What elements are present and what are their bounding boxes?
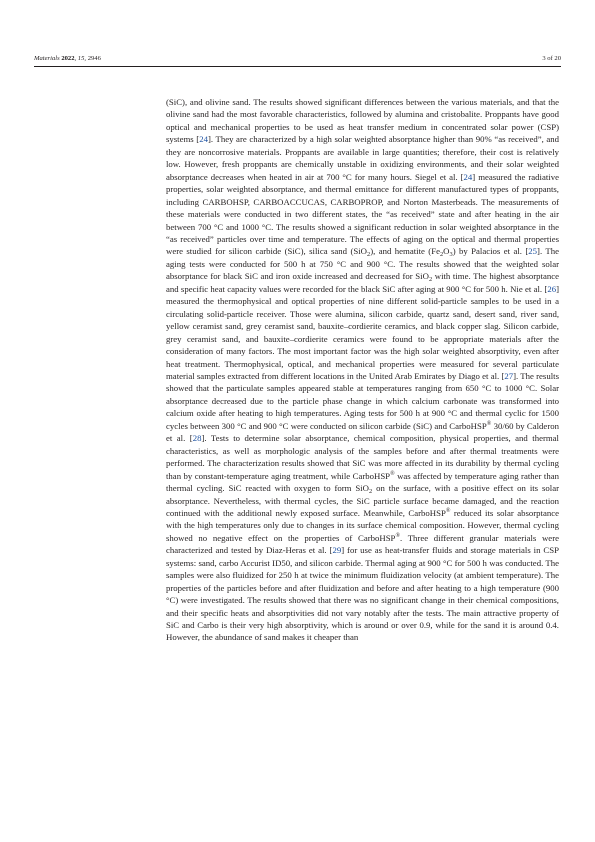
article-number: 2946 xyxy=(87,55,101,62)
text-run: ] measured the thermophysical and optical properties of nine different solid-particle samples to be used in a circulating solid-particle receiver. Those were alumina, silicon carbide, quartz sand, desert sand, river sand, yellow ceramist sand, grey ceramist sand, bauxite–cordierite ceramics, and black copper slag. Silicon carbide, grey ceramist sand, and bauxite–cordierite ceramics were found to be appropriate materials after the consideration of many factors. The most important factor was the high solar weighted absorptivity, even after heat treatment. Thermophysical, optical, and mechanical properties were measured for several particulate material samples extracted from different locations in the United Arab Emirates by Diago et al. [ xyxy=(166,283,559,381)
citation-link-27[interactable]: 27 xyxy=(504,370,514,381)
text-run: reduced its solar absorptance with the high temperatures only due to changes in its surface chemical composition. However, thermal cycling showed no negative effect on the properties of CarboHSP xyxy=(166,507,559,543)
journal-citation: Materials 2022, 15, 2946 xyxy=(34,55,101,62)
text-run: ] for use as heat-transfer fluids and storage materials in CSP systems: sand, carbo Accurist ID50, and silicon carbide. Thermal aging at 900 °C for 500 h was conducted. The samples were also fluidized for 250 h at twice the minimum fluidization velocity (at ambient temperature). The properties of the particles before and after fluidization and before and after heating to a high temperature (900 °C) were investigated. The results showed that there was no significant change in their chemical compositions, and their specific heats and absorptivities did not vary notably after the tests. The main attractive property of SiC and Carbo is their very high absorptivity, which is around or over 0.9, while for the sand it is around 0.4. However, the abundance of sand makes it cheaper than xyxy=(166,545,559,643)
registered-mark: ® xyxy=(390,471,395,478)
journal-year: 2022 xyxy=(61,55,75,62)
citation-link-24-b[interactable]: 24 xyxy=(463,171,473,182)
text-run: ]. They are characterized by a high solar weighted absorptance higher than 90% “as received”, and they are noncorrosive materials. Proppants are available in large quantities; therefore, their cost is relatively low. However, fresh proppants are chemically unstable in oxidizing environments, and their solar weighted absorptance decreases when heated in air at 700 °C for many hours. Siegel et al. [ xyxy=(166,134,560,182)
text-run: (SiC), and olivine sand. The results showed significant differences between the various materials, and that the olivine sand had the most favorable characteristics, followed by alumina and cristobalite. Proppants have good optical and mechanical properties to be used as heat transfer medium in concentrated solar power (CSP) systems [ xyxy=(166,97,559,145)
registered-mark: ® xyxy=(486,421,492,428)
subscript: 2 xyxy=(439,251,444,259)
text-run: ) by Palacios et al. [ xyxy=(452,246,529,257)
text-run: ), and hematite (Fe xyxy=(370,246,440,257)
journal-volume: 15 xyxy=(77,55,85,62)
text-run: ]. The results showed that the particulate samples appeared stable at temperatures ranging from 650 °C to 1000 °C. Solar absorptance decreased due to the particle phase change in which calcium carbonate was transformed into calcium oxide after heating to high temperatures. Aging tests for 500 h at 900 °C and thermal cyclic for 1500 cycles between 300 °C and 900 °C were conducted on silicon carbide (SiC) and CarboHSP xyxy=(166,370,559,431)
subscript: 3 xyxy=(449,251,453,259)
journal-name: Materials xyxy=(34,55,60,62)
subscript: 2 xyxy=(367,251,371,259)
text-run: ]. The aging tests were conducted for 500 h at 750 °C and 900 °C. The results showed that the weighted solar absorptance for black SiC and iron oxide increased and decreased for SiO xyxy=(166,246,559,282)
subscript: 2 xyxy=(369,488,373,496)
header-rule xyxy=(34,66,561,67)
subscript: 2 xyxy=(428,276,433,284)
paragraph xyxy=(166,96,559,644)
text-run: . Three different granular materials were characterized and tested by Diaz-Heras et al. [ xyxy=(166,532,559,556)
text-run: O xyxy=(443,246,450,257)
page-number: 3 of 20 xyxy=(542,55,561,62)
citation-link-28[interactable]: 28 xyxy=(192,433,202,444)
citation-link-25[interactable]: 25 xyxy=(528,246,538,257)
citation-link-26[interactable]: 26 xyxy=(547,283,557,294)
citation-link-29[interactable]: 29 xyxy=(332,545,342,556)
text-run: ] measured the radiative properties, solar weighted absorptance, and thermal emittance for different manufactured types of proppants, including CARBOHSP, CARBOACCUCAS, CARBOPROP, and Norton Masterbeads. The measurements of these materials were conducted in two different states, the “as received” state and after heating in the air between 700 °C and 1000 °C. The results showed a significant reduction in solar weighted absorptance in the “as received” particles over time and temperature. The effects of aging on the optical and thermal properties were studied for silicon carbide (SiC), silica sand (SiO xyxy=(166,171,559,257)
text-run: with time. The highest absorptance and specific heat capacity values were recorded for the black SiC after aging at 900 °C for 500 h. Nie et al. [ xyxy=(166,271,559,294)
text-run: 30/60 by Calderon et al. [ xyxy=(166,420,559,444)
citation-link-24[interactable]: 24 xyxy=(199,134,208,145)
text-run: ]. Tests to determine solar absorptance, chemical composition, physical properties, and thermal characteristics, as well as morphologic analysis of the samples before and after thermal treatments were performed. The characterization results showed that SiC was more affected in its durability by thermal cycling than by constant-temperature aging treatment, while CarboHSP xyxy=(166,433,559,481)
text-run: was affected by temperature aging rather than thermal cycling. SiC reacted with oxygen to form SiO xyxy=(166,470,559,494)
registered-mark: ® xyxy=(395,533,400,540)
registered-mark: ® xyxy=(445,508,451,515)
body-text xyxy=(166,96,559,644)
text-run: on the surface, with a positive effect on its solar absorptance. Nevertheless, with thermal cycles, the SiC particle surface became damaged, and the reaction continued with the additional newly exposed surface. Meanwhile, CarboHSP xyxy=(166,483,559,518)
